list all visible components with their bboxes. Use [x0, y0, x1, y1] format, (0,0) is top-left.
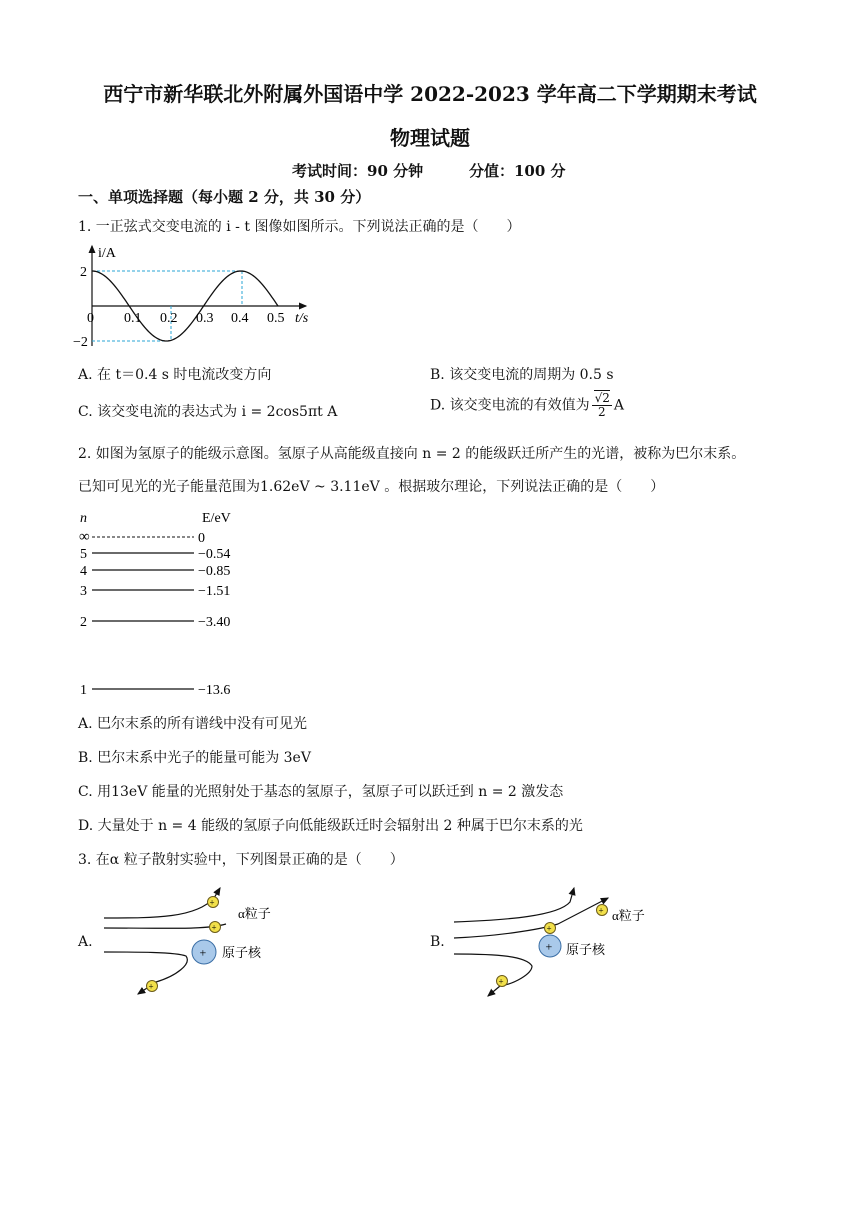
level-E-inf: 0 — [198, 531, 205, 546]
alpha-track-bottom — [454, 954, 532, 996]
q1-option-a: A. 在 t＝0.4 s 时电流改变方向 — [78, 367, 272, 383]
nucleus-label: 原子核 — [566, 942, 606, 957]
level-E-3: −1.51 — [198, 584, 231, 599]
level-n-1: 1 — [80, 683, 87, 698]
alpha-track-top — [104, 888, 220, 918]
level-E-2: −3.40 — [198, 615, 231, 630]
alpha-label: α粒子 — [238, 906, 271, 921]
x-tick-0.2: 0.2 — [160, 311, 178, 326]
nucleus-plus: + — [199, 945, 207, 960]
q1-chart — [70, 238, 330, 354]
alpha-track-middle — [454, 898, 608, 938]
question-1-stem: 1. 一正弦式交变电流的 i - t 图像如图所示。下列说法正确的是（ ） — [78, 219, 521, 235]
q3-option-b-label: B. — [430, 934, 445, 950]
x-tick-0: 0 — [87, 311, 94, 326]
q2-option-b: B. 巴尔末系中光子的能量可能为 3eV — [78, 750, 311, 766]
energy-level-diagram — [74, 506, 274, 702]
alpha-label: α粒子 — [612, 908, 645, 923]
q1-option-b: B. 该交变电流的周期为 0.5 s — [430, 367, 614, 383]
n-column-label: n — [80, 511, 87, 526]
q1-option-c: C. 该交变电流的表达式为 i = 2cos5πt A — [78, 404, 338, 420]
section-heading: 一、单项选择题（每小题 2 分，共 30 分） — [78, 188, 371, 206]
alpha-plus-2: + — [211, 922, 217, 933]
y-tick-2: 2 — [80, 265, 87, 280]
alpha-plus-1: + — [209, 897, 215, 908]
q2-option-c: C. 用13eV 能量的光照射处于基态的氢原子，氢原子可以跃迁到 n = 2 激发态 — [78, 784, 564, 800]
alpha-track-top — [454, 888, 574, 922]
level-n-2: 2 — [80, 615, 87, 630]
q3-option-a-diagram — [96, 876, 316, 1004]
question-3-stem: 3. 在α 粒子散射实验中，下列图景正确的是（ ） — [78, 852, 404, 868]
level-E-5: −0.54 — [198, 547, 231, 562]
page-subtitle: 物理试题 — [390, 126, 470, 150]
q3-option-a-label: A. — [78, 934, 93, 950]
exam-time: 考试时间：90 分钟 — [292, 162, 424, 180]
q1-option-d-fraction — [592, 392, 612, 419]
x-axis-label: t/s — [295, 311, 309, 326]
question-2-stem-line1: 2. 如图为氢原子的能级示意图。氢原子从高能级直接向 n = 2 的能级跃迁所产生的光谱，被称为巴尔末系。 — [78, 446, 746, 462]
y-tick-neg2: −2 — [73, 335, 88, 350]
score: 分值：100 分 — [469, 162, 566, 180]
y-axis-label: i/A — [98, 246, 116, 261]
x-tick-0.1: 0.1 — [124, 311, 142, 326]
E-column-label: E/eV — [202, 511, 231, 526]
level-n-4: 4 — [80, 564, 87, 579]
level-n-3: 3 — [80, 584, 87, 599]
question-2-stem-line2: 已知可见光的光子能量范围为1.62eV ~ 3.11eV 。根据玻尔理论，下列说法正确的是（ ） — [78, 479, 665, 495]
nucleus-plus: + — [545, 939, 553, 954]
q3-option-b-diagram — [448, 876, 648, 1004]
x-tick-0.3: 0.3 — [196, 311, 214, 326]
page-title: 西宁市新华联北外附属外国语中学 2022-2023 学年高二下学期期末考试 — [103, 82, 757, 106]
alpha-track-middle — [104, 924, 226, 928]
level-n-5: 5 — [80, 547, 87, 562]
q1-option-d-unit: A — [613, 397, 625, 414]
level-E-1: −13.6 — [198, 683, 231, 698]
level-n-inf: ∞ — [79, 529, 90, 545]
q1-option-d — [430, 392, 624, 419]
level-E-4: −0.85 — [198, 564, 231, 579]
alpha-plus-3: + — [498, 976, 504, 987]
alpha-track-bottom — [104, 952, 187, 994]
alpha-plus-1: + — [598, 905, 604, 916]
alpha-plus-2: + — [546, 923, 552, 934]
alpha-plus-3: + — [148, 981, 154, 992]
q2-option-d: D. 大量处于 n = 4 能级的氢原子向低能级跃迁时会辐射出 2 种属于巴尔末系的光 — [78, 818, 583, 834]
nucleus-label: 原子核 — [222, 945, 262, 960]
q1-option-d-den: 2 — [597, 405, 606, 419]
q2-option-a: A. 巴尔末系的所有谱线中没有可见光 — [78, 716, 308, 732]
q1-option-d-prefix: D. 该交变电流的有效值为 — [430, 397, 590, 414]
x-tick-0.4: 0.4 — [231, 311, 249, 326]
q1-option-d-num: √2 — [594, 391, 610, 405]
x-tick-0.5: 0.5 — [267, 311, 285, 326]
